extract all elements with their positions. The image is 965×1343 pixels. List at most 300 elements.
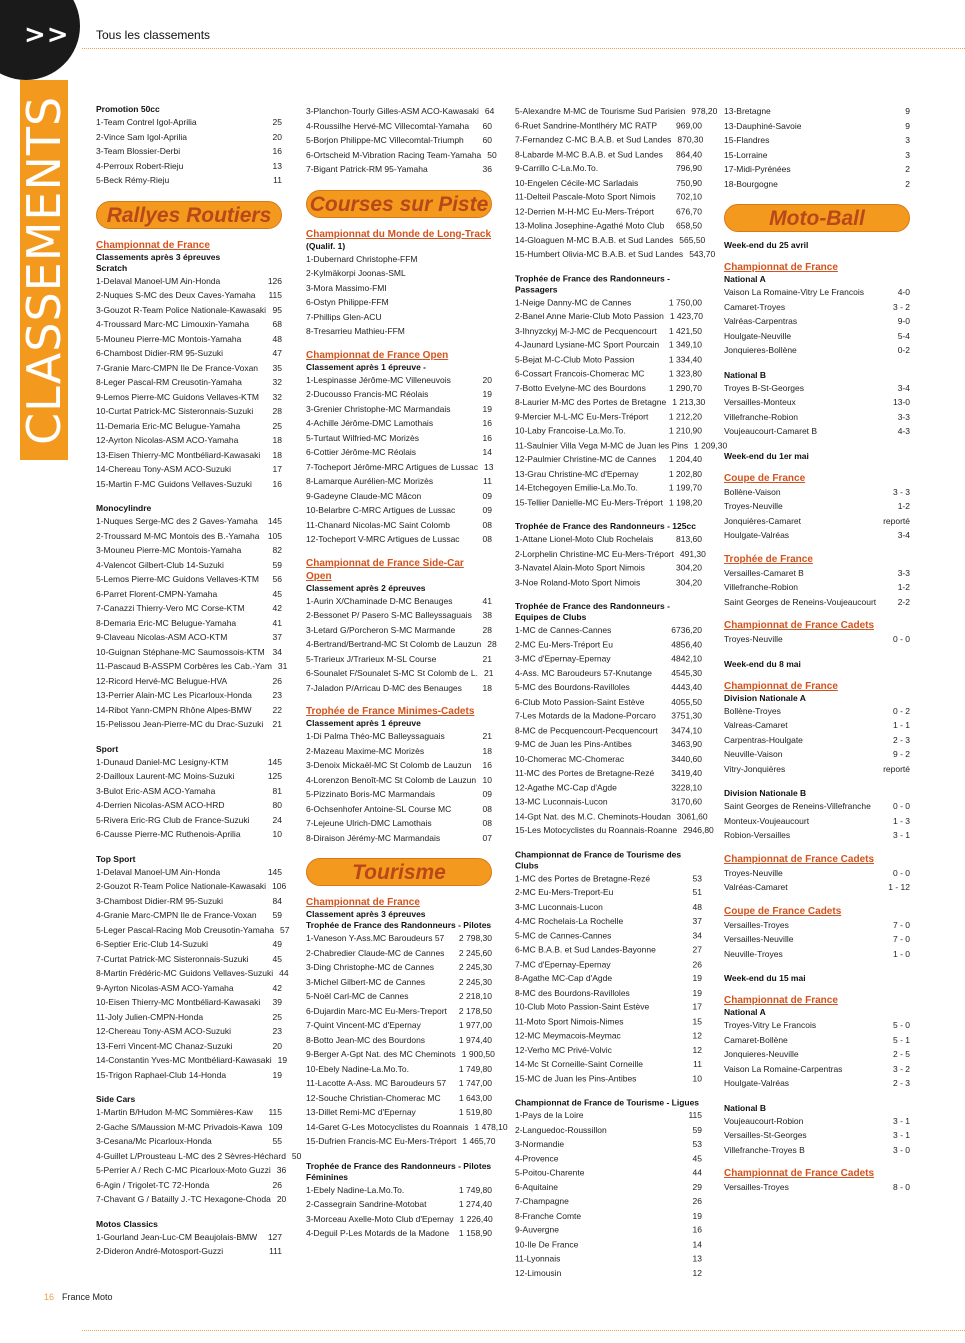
result-value: 3 - 1 bbox=[892, 1130, 910, 1140]
result-name: Neuville-Vaison bbox=[724, 749, 783, 759]
result-name: 3-MC Luconnais-Lucon bbox=[515, 901, 603, 912]
result-name: 2-Mazeau Maxime-MC Morizès bbox=[306, 745, 425, 756]
result-name: 4-Jaunard Lysiane-MC Sport Pourcain bbox=[515, 339, 660, 350]
result-name: 9-Berger A-Gpt Nat. des MC Cheminots bbox=[306, 1049, 456, 1059]
result-value: 17 bbox=[272, 464, 282, 474]
result-value: 25 bbox=[272, 1011, 282, 1022]
result-name: 13-Dauphiné-Savoie bbox=[724, 120, 802, 131]
category-heading: Week-end du 15 mai bbox=[724, 973, 806, 983]
result-value: 543,70 bbox=[689, 249, 716, 259]
result-value: 6736,20 bbox=[671, 624, 702, 635]
result-value: 3 bbox=[905, 135, 910, 145]
result-row bbox=[306, 1033, 492, 1048]
result-value: 09 bbox=[482, 490, 492, 501]
result-row bbox=[515, 1208, 702, 1222]
category-heading: Trophée de France des Randonneurs - 125cc bbox=[515, 521, 696, 532]
result-name: 12-Souche Christian-Chomerac MC bbox=[306, 1092, 441, 1103]
category-heading: Trophée de France des Randonneurs - Passagers bbox=[515, 273, 670, 294]
result-value: 1-2 bbox=[897, 501, 910, 511]
result-name: 2-Dailloux Laurent-MC Moins-Suzuki bbox=[96, 771, 235, 781]
result-value: 14 bbox=[692, 1239, 702, 1249]
result-value: 115 bbox=[268, 290, 282, 300]
result-value: 105 bbox=[267, 530, 282, 541]
championship-heading: Championnat de France bbox=[96, 239, 210, 251]
result-name: Valréas-Carpentras bbox=[724, 316, 798, 326]
result-row bbox=[306, 1226, 492, 1241]
result-row bbox=[96, 645, 282, 660]
result-row bbox=[96, 274, 282, 289]
result-value bbox=[486, 310, 492, 325]
result-name: 3-MC d'Epernay-Epernay bbox=[515, 653, 611, 664]
result-name: 6-MC B.A.B. et Sud Landes-Bayonne bbox=[515, 944, 656, 955]
result-value: 20 bbox=[276, 1194, 287, 1204]
result-value: 09 bbox=[482, 505, 492, 515]
result-name: 7-Quint Vincent-MC d'Epernay bbox=[306, 1020, 421, 1030]
result-row bbox=[96, 659, 288, 674]
result-name: 14-Etchegoyen Emilie-La.Mo.To. bbox=[515, 482, 638, 493]
result-value: 3170,60 bbox=[671, 796, 702, 807]
result-row bbox=[96, 1192, 287, 1207]
result-row bbox=[515, 1014, 702, 1028]
result-name: Villefranche-Robion bbox=[724, 411, 799, 422]
result-name: 3-Grenier Christophe-MC Marmandais bbox=[306, 403, 451, 414]
result-value: 28 bbox=[272, 406, 282, 416]
result-name: 4-Lorenzon Benoît-MC St Colomb de Lauzun bbox=[306, 774, 477, 785]
result-name: 15-Les Motocyclistes du Roannais-Roanne bbox=[515, 825, 678, 836]
result-name: 2-Lorphelin Christine-MC Eu-Mers-Tréport bbox=[515, 548, 674, 559]
result-row bbox=[96, 375, 282, 390]
result-name: 10-Belarbre C-MRC Artigues de Lussac bbox=[306, 505, 456, 515]
result-value: 145 bbox=[267, 866, 282, 877]
result-value: 48 bbox=[272, 333, 282, 344]
result-name: 5-MC des Bourdons-Ravilloles bbox=[515, 682, 630, 692]
result-name: 1-Delaval Manoel-UM Ain-Honda bbox=[96, 866, 221, 877]
result-value: 2 bbox=[905, 164, 910, 174]
result-name: 5-Rivera Eric-RG Club de France-Suzuki bbox=[96, 814, 250, 825]
result-value: 31 bbox=[277, 661, 288, 671]
result-name: 2-Ducousso Francis-MC Réolais bbox=[306, 389, 429, 399]
result-row bbox=[306, 518, 492, 533]
result-row bbox=[96, 587, 282, 602]
result-row bbox=[515, 1000, 702, 1014]
result-row bbox=[96, 419, 282, 434]
result-row bbox=[515, 766, 702, 780]
result-name: 10-Eisen Thierry-MC Montbéliard-Kawasaki bbox=[96, 997, 261, 1007]
result-value: 1 750,00 bbox=[668, 296, 702, 307]
result-row bbox=[306, 445, 492, 460]
result-value: 1 323,80 bbox=[668, 368, 702, 379]
result-value: 10 bbox=[482, 774, 492, 785]
result-name: Troyes-Neuville bbox=[724, 867, 783, 878]
result-value: 5 - 1 bbox=[892, 1034, 910, 1045]
result-value: reporté bbox=[883, 763, 910, 774]
result-row bbox=[515, 1223, 702, 1237]
result-value: 55 bbox=[272, 1136, 282, 1146]
result-value: 18 bbox=[272, 435, 282, 445]
result-row bbox=[306, 162, 492, 177]
result-value: 1 209,30 bbox=[694, 439, 728, 450]
result-value: 4443,40 bbox=[671, 682, 702, 692]
result-value: 82 bbox=[272, 545, 282, 555]
result-row bbox=[724, 528, 910, 543]
result-value: 4055,50 bbox=[671, 696, 702, 707]
category-heading: Classements après 3 épreuves bbox=[96, 251, 221, 262]
result-row bbox=[724, 595, 910, 610]
result-value: 0 - 0 bbox=[892, 867, 910, 878]
result-row bbox=[515, 218, 702, 232]
result-value: 12 bbox=[692, 1267, 702, 1278]
result-value: 1 - 0 bbox=[892, 948, 910, 959]
result-row bbox=[515, 338, 702, 352]
result-name: Vaison La Romaine-Vitry Le Francois bbox=[724, 287, 865, 297]
result-row bbox=[515, 104, 718, 118]
result-value: 45 bbox=[272, 588, 282, 599]
result-name: 12-Ricord Hervé-MC Belugue-HVA bbox=[96, 675, 228, 686]
result-name: 7-Les Motards de la Madone-Porcaro bbox=[515, 710, 656, 721]
result-name: 11-Joly Julien-CMPN-Honda bbox=[96, 1011, 204, 1022]
result-row bbox=[306, 594, 492, 609]
result-value: 41 bbox=[482, 595, 492, 606]
result-row bbox=[96, 477, 282, 492]
result-name: 1-Di Palma Théo-MC Balleyssaguais bbox=[306, 731, 445, 741]
championship-heading: Coupe de France bbox=[724, 472, 806, 484]
result-name: 5-Alexandre M-MC de Tourisme Sud Parisien bbox=[515, 105, 686, 116]
result-row bbox=[724, 866, 910, 881]
category-heading: Top Sport bbox=[96, 853, 136, 864]
result-name: 7-Jaladon P/Arricau D-MC des Benauges bbox=[306, 682, 462, 693]
result-row bbox=[515, 161, 702, 175]
result-value: 41 bbox=[272, 617, 282, 628]
result-value: 13 bbox=[272, 160, 282, 171]
result-name: Camaret-Bollène bbox=[724, 1034, 788, 1045]
result-value: 1 210,90 bbox=[668, 425, 702, 436]
result-name: 1-Nuques Serge-MC des 2 Gaves-Yamaha bbox=[96, 516, 258, 526]
result-name: 18-Bourgogne bbox=[724, 178, 778, 189]
result-row bbox=[724, 932, 910, 947]
result-row bbox=[306, 1004, 492, 1019]
result-value: 3 - 0 bbox=[892, 1144, 910, 1155]
result-value: 64 bbox=[484, 106, 495, 116]
result-row bbox=[306, 503, 492, 518]
result-value: 0 - 2 bbox=[892, 705, 910, 716]
result-name: Robion-Versailles bbox=[724, 830, 791, 840]
result-name: 15-Pelissou Jean-Pierre-MC du Drac-Suzuki bbox=[96, 719, 264, 729]
result-name: Versailles-Neuville bbox=[724, 934, 794, 944]
result-name: 7-Botto Evelyne-MC des Bourdons bbox=[515, 382, 646, 393]
result-value: 53 bbox=[692, 1138, 702, 1149]
result-value: 13 bbox=[483, 461, 494, 472]
result-value: 3 - 1 bbox=[892, 830, 910, 840]
result-name: 3-Morceau Axelle-Moto Club d'Epernay bbox=[306, 1213, 454, 1224]
result-row bbox=[96, 966, 289, 981]
result-row bbox=[724, 828, 910, 843]
category-heading: Side Cars bbox=[96, 1094, 136, 1104]
championship-heading: Championnat de France Cadets bbox=[724, 853, 875, 865]
result-value: 106 bbox=[272, 881, 287, 891]
result-value: 750,90 bbox=[676, 177, 702, 188]
result-value: 115 bbox=[268, 1107, 282, 1117]
result-name: 13-Perrier Alain-MC Les Picarloux-Honda bbox=[96, 690, 252, 700]
result-row bbox=[515, 623, 702, 637]
result-row bbox=[515, 1057, 702, 1071]
result-value: 3-3 bbox=[897, 567, 910, 578]
result-value: 60 bbox=[482, 120, 492, 131]
result-value: 1 349,10 bbox=[668, 339, 702, 350]
result-name: 1-Attane Lionel-Moto Club Rochelais bbox=[515, 534, 654, 545]
result-row bbox=[96, 346, 282, 361]
result-row bbox=[515, 424, 702, 438]
result-name: 11-Lyonnais bbox=[515, 1253, 561, 1264]
result-value: 3 - 2 bbox=[892, 1063, 910, 1074]
result-value: 126 bbox=[267, 275, 282, 286]
result-value: 9 bbox=[905, 106, 910, 116]
result-row bbox=[515, 438, 728, 452]
result-value: 864,40 bbox=[676, 148, 702, 159]
result-value: reporté bbox=[883, 515, 910, 526]
result-name: 5-Poitou-Charente bbox=[515, 1167, 585, 1178]
result-value: 19 bbox=[692, 987, 702, 998]
result-row bbox=[306, 946, 492, 961]
result-value: 3419,40 bbox=[671, 767, 702, 778]
result-value: 9 bbox=[905, 120, 910, 131]
result-row bbox=[515, 575, 702, 589]
result-value: 51 bbox=[692, 887, 702, 898]
result-row bbox=[724, 1180, 910, 1195]
result-name: 12-Agathe MC-Cap d'Agde bbox=[515, 782, 617, 793]
result-name: 8-Leger Pascal-RM Creusotin-Yamaha bbox=[96, 377, 242, 387]
result-name: 6-Dujardin Marc-MC Eu-Mers-Treport bbox=[306, 1005, 447, 1016]
result-row bbox=[96, 798, 282, 813]
result-name: Jonquieres-Bollène bbox=[724, 345, 797, 355]
result-value: 60 bbox=[482, 135, 492, 145]
result-value: 145 bbox=[267, 756, 282, 767]
result-value: 3 bbox=[905, 149, 910, 160]
result-name: Versailles-Troyes bbox=[724, 1182, 789, 1192]
result-value: 20 bbox=[272, 1040, 282, 1051]
result-row bbox=[96, 908, 282, 923]
championship-heading: Championnat de France bbox=[724, 680, 838, 692]
result-value: 0-2 bbox=[897, 345, 910, 355]
result-row bbox=[306, 787, 492, 802]
result-value: 59 bbox=[272, 559, 282, 570]
result-row bbox=[96, 543, 282, 558]
result-value: 0 - 0 bbox=[892, 801, 910, 811]
result-value: 1 198,20 bbox=[669, 497, 703, 508]
result-value: 1 199,70 bbox=[668, 482, 702, 493]
result-name: 1-Neige Danny-MC de Cannes bbox=[515, 296, 632, 307]
result-value: 57 bbox=[279, 924, 290, 935]
result-row bbox=[96, 572, 282, 587]
result-row bbox=[96, 1230, 282, 1245]
result-row bbox=[96, 784, 282, 799]
result-row bbox=[306, 489, 492, 504]
result-row bbox=[96, 981, 282, 996]
result-row bbox=[724, 1114, 910, 1129]
result-name: 3-Noe Roland-Moto Sport Nimois bbox=[515, 577, 641, 587]
result-row bbox=[515, 1123, 702, 1137]
result-row bbox=[306, 831, 492, 846]
result-name: 2-Dideron André-Motosport-Guzzi bbox=[96, 1246, 224, 1256]
result-value: 10 bbox=[692, 1073, 702, 1084]
result-row bbox=[96, 404, 282, 419]
championship-heading: Championnat de France bbox=[306, 897, 420, 908]
result-row bbox=[724, 1018, 910, 1033]
result-row bbox=[724, 285, 910, 300]
result-name: 9-Ayrton Nicolas-ASM ACO-Yamaha bbox=[96, 982, 234, 993]
championship-heading: Championnat de France bbox=[724, 262, 838, 273]
result-name: 6-Cossart Francois-Chomerac MC bbox=[515, 368, 645, 379]
result-value: 23 bbox=[272, 690, 282, 700]
result-name: 5-Pizzinato Boris-MC Marmandais bbox=[306, 789, 435, 799]
result-name: 7-Chavant G / Batailly J.-TC Hexagone-Choda bbox=[96, 1194, 271, 1204]
result-row bbox=[724, 704, 910, 719]
result-value: 1 749,80 bbox=[458, 1184, 492, 1195]
result-name: 8-MC des Bourdons-Ravilloles bbox=[515, 987, 630, 998]
result-name: 2-Gache S/Maussion M-MC Privadois-Kawa bbox=[96, 1121, 263, 1132]
result-name: 2-Chabredier Claude-MC de Cannes bbox=[306, 947, 445, 958]
result-row bbox=[724, 566, 910, 581]
result-row bbox=[515, 1180, 702, 1194]
result-name: 2-Vince Sam Igol-Aprilia bbox=[96, 131, 188, 142]
result-value: 702,10 bbox=[676, 191, 702, 202]
championship-heading: Championnat de France Cadets bbox=[724, 1168, 875, 1179]
result-value: 53 bbox=[692, 873, 702, 883]
result-name: 10-Ebely Nadine-La.Mo.To. bbox=[306, 1063, 410, 1074]
result-value: 21 bbox=[482, 731, 492, 741]
result-row bbox=[724, 162, 910, 177]
result-row bbox=[96, 894, 282, 909]
result-row bbox=[515, 1151, 702, 1165]
category-heading: Division Nationale A bbox=[724, 692, 806, 703]
discipline-banner: Moto-Ball bbox=[724, 204, 910, 232]
result-value: 1 - 3 bbox=[892, 815, 910, 826]
result-name: 14-Chereau Tony-ASM ACO-Suzuki bbox=[96, 464, 231, 474]
result-value: 95 bbox=[272, 304, 282, 315]
page-header: Tous les classements bbox=[96, 28, 211, 42]
result-value: 3751,30 bbox=[671, 710, 702, 721]
result-name: 1-Vaneson Y-Ass.MC Baroudeurs 57 bbox=[306, 933, 445, 943]
result-value: 2 245,30 bbox=[458, 962, 492, 972]
result-name: 4-MC Rochelais-La Rochelle bbox=[515, 915, 624, 926]
result-value: 304,20 bbox=[676, 577, 702, 587]
result-row bbox=[724, 880, 910, 895]
result-name: 7-Phillips Glen-ACU bbox=[306, 311, 382, 322]
result-value: 26 bbox=[272, 1179, 282, 1190]
page-number: 16 bbox=[44, 1292, 55, 1302]
result-value: 19 bbox=[482, 403, 492, 414]
category-heading: Sport bbox=[96, 743, 119, 754]
magazine-title: France Moto bbox=[62, 1292, 113, 1302]
result-row bbox=[515, 1194, 702, 1208]
result-row bbox=[306, 104, 495, 119]
result-value: 18 bbox=[482, 682, 492, 693]
result-name: 13-MC Luconnais-Lucon bbox=[515, 796, 608, 807]
category-heading: Week-end du 1er mai bbox=[724, 450, 809, 461]
result-row bbox=[724, 104, 910, 119]
result-row bbox=[306, 416, 492, 431]
result-name: 1-Pays de la Loire bbox=[515, 1110, 584, 1121]
result-row bbox=[96, 514, 282, 529]
result-row bbox=[306, 266, 492, 281]
result-name: 7-Champagne bbox=[515, 1196, 569, 1207]
result-name: 3-Chambost Didier-RM 95-Suzuki bbox=[96, 895, 224, 906]
result-value: 32 bbox=[272, 377, 282, 387]
result-value: 813,60 bbox=[676, 534, 702, 545]
result-name: 8-Agathe MC-Cap d'Agde bbox=[515, 973, 613, 984]
result-row bbox=[96, 332, 282, 347]
result-value: 44 bbox=[692, 1167, 702, 1178]
result-name: 4-Granie Marc-CMPN Ile de France-Voxan bbox=[96, 910, 257, 920]
result-name: 4-Deguil P-Les Motards de la Madone bbox=[306, 1228, 450, 1238]
result-value: 08 bbox=[482, 519, 492, 530]
result-row bbox=[96, 717, 282, 732]
result-value: 37 bbox=[692, 915, 702, 926]
result-name: 2-Bessonet P/ Pasero S-MC Balleyssaguais bbox=[306, 610, 472, 620]
result-name: 4-Provence bbox=[515, 1153, 559, 1164]
result-row bbox=[306, 1091, 492, 1106]
result-name: 1-Dubernard Christophe-FFM bbox=[306, 253, 418, 264]
result-value: 7 - 0 bbox=[892, 934, 910, 944]
result-row bbox=[515, 1071, 702, 1085]
result-row bbox=[724, 1076, 910, 1091]
result-value: 18 bbox=[482, 745, 492, 756]
result-row bbox=[96, 1244, 282, 1259]
category-heading: Classement après 1 épreuve - bbox=[306, 361, 427, 372]
result-name: 13-Molina Josephine-Agathé Moto Club bbox=[515, 220, 665, 231]
result-name: 5-Turtaut Wilfried-MC Morizès bbox=[306, 432, 420, 443]
result-row bbox=[724, 133, 910, 148]
result-name: 11-Moto Sport Nimois-Nimes bbox=[515, 1016, 624, 1026]
result-name: 1-Delaval Manoel-UM Ain-Honda bbox=[96, 275, 221, 286]
result-value: 2 798,30 bbox=[458, 933, 492, 943]
result-name: 6-Septier Eric-Club 14-Suzuki bbox=[96, 939, 208, 949]
result-value: 13 bbox=[692, 1253, 702, 1264]
result-value: 796,90 bbox=[676, 163, 702, 174]
section-sidebar bbox=[0, 0, 82, 1343]
result-value: 35 bbox=[272, 362, 282, 373]
result-row bbox=[724, 1047, 910, 1062]
result-row bbox=[306, 608, 492, 623]
result-name: Villefranche-Troyes B bbox=[724, 1144, 805, 1155]
result-name: Troyes B-St-Georges bbox=[724, 382, 804, 393]
result-name: 5-MC de Cannes-Cannes bbox=[515, 930, 612, 941]
result-row bbox=[724, 747, 910, 762]
result-value: 2946,80 bbox=[683, 825, 714, 836]
result-row bbox=[96, 1178, 282, 1193]
result-name: 1-MC des Portes de Bretagne-Rezé bbox=[515, 873, 651, 883]
result-value bbox=[486, 295, 492, 310]
result-value: 491,30 bbox=[679, 548, 706, 559]
result-value: 12 bbox=[692, 1030, 702, 1041]
result-row bbox=[96, 879, 287, 894]
result-value: 26 bbox=[692, 958, 702, 969]
category-heading: Division Nationale B bbox=[724, 788, 807, 798]
result-name: 2-MC Eu-Mers-Treport-Eu bbox=[515, 887, 614, 898]
result-name: 12-Ayrton Nicolas-ASM ACO-Yamaha bbox=[96, 435, 239, 445]
result-value: 1 213,30 bbox=[672, 397, 706, 407]
result-value: 47 bbox=[272, 348, 282, 358]
result-value: 13-0 bbox=[892, 397, 910, 407]
result-row bbox=[724, 148, 910, 163]
result-name: 5-Bejat M-C-Club Moto Passion bbox=[515, 354, 635, 364]
result-value: 16 bbox=[692, 1224, 702, 1235]
result-value: 50 bbox=[487, 149, 497, 160]
result-row bbox=[306, 324, 492, 339]
result-name: 9-Lemos Pierre-MC Guidons Vellaves-KTM bbox=[96, 391, 259, 402]
result-value: 3 - 1 bbox=[892, 1115, 910, 1126]
discipline-banner: Courses sur Piste bbox=[306, 190, 492, 218]
result-row bbox=[515, 381, 702, 395]
